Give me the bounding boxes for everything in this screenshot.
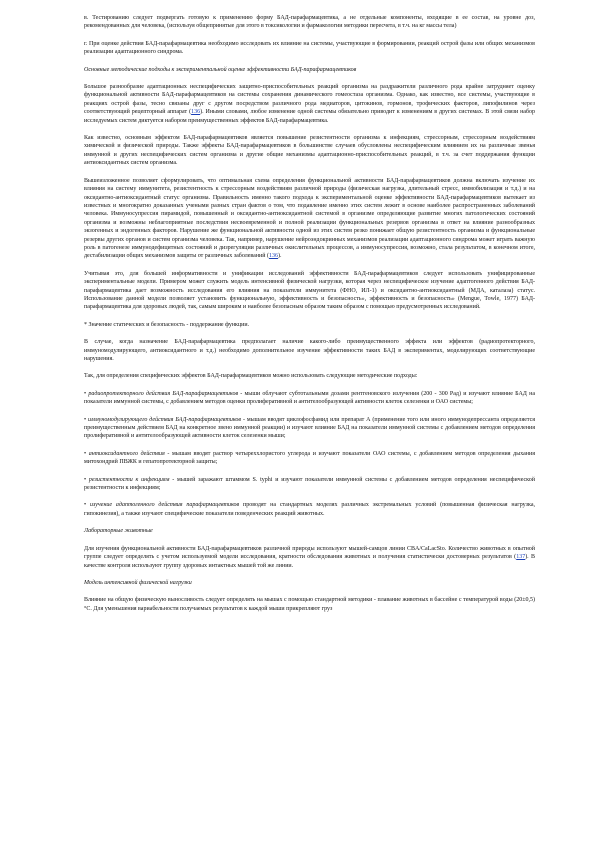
list-item-text: - мышам вводят циклофосфамид или препарат А (применение того или иного иммунодепрессанта определяется преимущественным действием БАД на конкретное звено иммунной реакции) и изучают влияние БАД на показатели иммунной системы с добавлением методов определения пролиферативной и антителообразующей активности клеток селезенки мыши; [84,416,536,440]
paragraph-optimal-scheme-text-a: Вышеизложенное позволяет сформулировать, что оптимальная схема определения функциональной активности БАД-парафармацевтиков должна включать изучение их влияния на систему иммунитета, резистентность к стрессорным воздействиям различной природы (физическая нагрузка, длительный стресс, иммобилизация и т.д.) и на оксидантно-антиоксидантный статус организма. Правильность именно такого подхода к экспериментальной оценке эффективности БАД-парафармацевтиков вытекает из известных и многократно доказанных учеными разных стран фактов о том, что подавление именно этих систем лежит в основе наиболее распространенных заболеваний человека. Иммуносупрессия пирамидой, повышенный и оксидантно-антиоксидантной системой в организме определяющие развитие многих патологических состояний организма и возможны неблагоприятные последствия несвоевременной и полной реализации функциональных резервов организма в ответ на влияние разнообразных экзогенных и эндогенных факторов. Нарушение же функциональной активности одной из этих систем резко понижает общую резистентность организма и функциональные резервы других органов и систем организма человека. Так, например, нарушение нейроэндокринных механизмов реализации адаптационного синдрома может играть важную роль в патогенезе иммунодефицитных состояний и дизрегуляции различных окислительных процессов, а иммуносупрессия, возможно, стала результатом, в конечном итоге, дестабилизации общих механизмов защиты от различных заболеваний ( [84,177,535,260]
section-heading-lab-animals: Лабораторные животные [84,528,153,535]
list-item-label: антиоксидантного действия [88,450,165,457]
list-item-label: радиопротекторного действия БАД-парафармацевтиков [88,390,239,397]
paragraph-adaptation [84,83,535,125]
paragraph-adaptation-text-a: Большое разнообразие адаптационных неспецифических защитно-приспособительных реакций организма на раздражители различного рода крайне затрудняет оценку функциональной активности БАД-парафармацевтиков на системы сохранения динамического гомеостаза организма. Однако, как известно, все системы, участвующие в реакциях острой фазы, тесно связаны друг с другом посредством различного рода медиаторов, цитокинов, гормонов, трофических факторов, липофилинов через соответствующий рецепторный аппарат ( [84,84,535,116]
list-item-antioxidant: • антиоксидантного действия - мышам вводят раствор четыреххлористого углерода и изучают показатели ОАО системы, с добавлением методов определения дыхания митохондрий ПВЖК и гепатопротекторной защиты; [84,450,535,466]
reference-link-136[interactable]: 136 [191,109,201,116]
paragraph-adaptation-text-b: ). Иными словами, любое изменение одной системы обязательно приводит к изменениям в других системах. В этой связи набор исследуемых систем диктуется набором преимущественных эффектов БАД-парафармацевтика. [84,109,535,124]
paragraph-unified-models: Учитывая это, для большей информативности и унификации исследований эффективности БАД-парафармацевтиков следует использовать унифицированные экспериментальные модели. Примером может служить модель интенсивной физической нагрузки, которая через неспецифическое изучение адаптогенного действия БАД-парафармацевтика дает возможность исследования его влияния на показатели иммунитета (ФНО, ИЛ-1) и оксидантно-антиоксидантный (МДА, каталаза) статус. Использование данной модели позволяет установить функциональную, эффективность и безопасность», эффективность и безопасность» (Mengue, Towle, 1977) БАД-парафармацевтика для здоровых людей, так, самым широким и наиболее безопасным образом таким образом с помощью предусмотренных исследований. [84,270,535,311]
reference-link-136-second[interactable]: 136 [268,253,278,260]
paragraph-main-effect: Как известно, основным эффектом БАД-парафармацевтиков является повышение резистентности организма к инфекциям, стрессорным, стрессорным воздействиям химической и физической природы. Также эффекты БАД-парафармацевтиков в большинстве случаев обусловлены неспецифическим влиянием их на различные звенья иммунной и других неспецифических систем организма и другие общие механизмы адаптационно-приспособительных реакций, в т.ч. за счет поддержания функции антиоксидантных систем организма. [84,135,535,167]
paragraph-approaches-intro: Так, для определения специфических эффектов БАД-парафармацевтиков можно использовать следующие методические подходы: [84,373,418,380]
list-item-infection-resistance: • резистентности к инфекциям - мышей заражают штаммом S. typhi и изучают показатели иммунной системы с добавлением методов определения неспецифической резистентности к инфекциям; [84,476,535,492]
paragraph-optimal-scheme [84,177,535,261]
reference-link-137[interactable]: 137 [516,554,526,561]
list-item-text: - мыши облучают субтотальными дозами рентгеновского излучения (200 - 300 Рад) и изучают влияние БАД на показатели иммунной системы, с добавлением методов оценки пролиферативной и антителообразующей активности клеток селезенки и ОАО системы; [84,390,535,406]
section-heading-physical-load: Модель интенсивной физической нагрузки [84,579,192,586]
section-heading-methods: Основные методические подходы к экспериментальной оценке эффективности БАД-парафармацевтиков [84,66,357,73]
list-item-text: - мышей заражают штаммом S. typhi и изучают показатели иммунной системы с добавлением методов определения неспецифической резистентности к инфекциям; [84,476,535,492]
paragraph-optimal-scheme-text-b: ). [277,253,282,260]
list-item-text: - мышам вводят раствор четыреххлористого углерода и изучают показатели ОАО системы, с добавлением методов определения дыхания митохондрий ПВЖК и гепатопротекторной защиты; [84,450,535,466]
list-item-text: проводят на стандартных моделях различных экстремальных условий (повышенная физическая нагрузка, гипокинезия), а также изучают специфические показатели поведенческих реакций животных. [84,502,535,517]
paragraph-point-v: в. Тестированию следует подвергать готовую к применению форму БАД-парафармацевтика, а не отдельные компоненты, входящие в ее состав, на уровне доз, рекомендованных для человека, (используя общепринятые для этого в токсикологии и фармакологии методики пересчета, в т.ч. на кг массы тела) [84,15,535,30]
paragraph-lab-animals-text-a: Для изучения функциональной активности БАД-парафармацевтиков различной природы используют мышей-самцов линии CBA/CaLacSto. Количество животных в опытной группе следует определять с учетом используемой модели исследования, кратности обследования животных и получения статистически достоверных результатов ( [84,545,535,561]
list-item-radioprotective: • радиопротекторного действия БАД-парафармацевтиков - мыши облучают субтотальными дозами рентгеновского излучения (200 - 300 Рад) и изучают влияние БАД на показатели иммунной системы, с добавлением методов оценки пролиферативной и антителообразующей активности клеток селезенки и ОАО системы; [84,390,535,406]
footnote: * Значение статических и безопасность - поддержание функции. [84,321,250,328]
paragraph-physical-load: Влияние на общую физическую выносливость следует определять на мышах с помощью стандартной методики - плавание животных в бассейне с температурой воды (20±0,5) °С. Для уменьшения вариабельности получаемых результатов к каждой мыши прикрепляют груз [84,597,535,612]
list-item-label: изучение адаптогенного действия парафармацевтиков [89,502,240,509]
paragraph-point-g: г. При оценке действия БАД-парафармацевтика необходимо исследовать их влияние на системы, участвующие в формировании, реакций острой фазы или общих механизмов реализации адаптационного синдрома. [84,40,535,56]
paragraph-lab-animals [84,545,535,570]
paragraph-specific-effects: В случае, когда назначение БАД-парафармацевтика предполагает наличие какого-либо преимущественного эффекта или эффектов (радиопротекторного, иммуномодулирующего, антиоксидантного и т.д.) необходимо дополнительное изучение эффективности таких БАД в экспериментах, моделирующих соответствующие нарушения. [84,339,535,362]
paragraph-lab-animals-text-b: ). В качестве контроля используют группу здоровых интактных мышей той же линии. [84,554,535,569]
list-item-label: иммуномодулирующего действия БАД-парафармацевтиков [88,416,242,423]
list-item-label: резистентности к инфекциям [88,476,170,483]
list-item-immunomodulating: • иммуномодулирующего действия БАД-парафармацевтиков - мышам вводят циклофосфамид или препарат А (применение того или иного иммунодепрессанта определяется преимущественным действием БАД на конкретное звено иммунной реакции) и изучают влияние БАД на показатели иммунной системы с добавлением методов определения пролиферативной и антителообразующей активности клеток селезенки мыши; [84,416,536,440]
list-item-adaptogenic: • изучение адаптогенного действия парафармацевтиков проводят на стандартных моделях различных экстремальных условий (повышенная физическая нагрузка, гипокинезия), а также изучают специфические показатели поведенческих реакций животных. [84,502,535,517]
